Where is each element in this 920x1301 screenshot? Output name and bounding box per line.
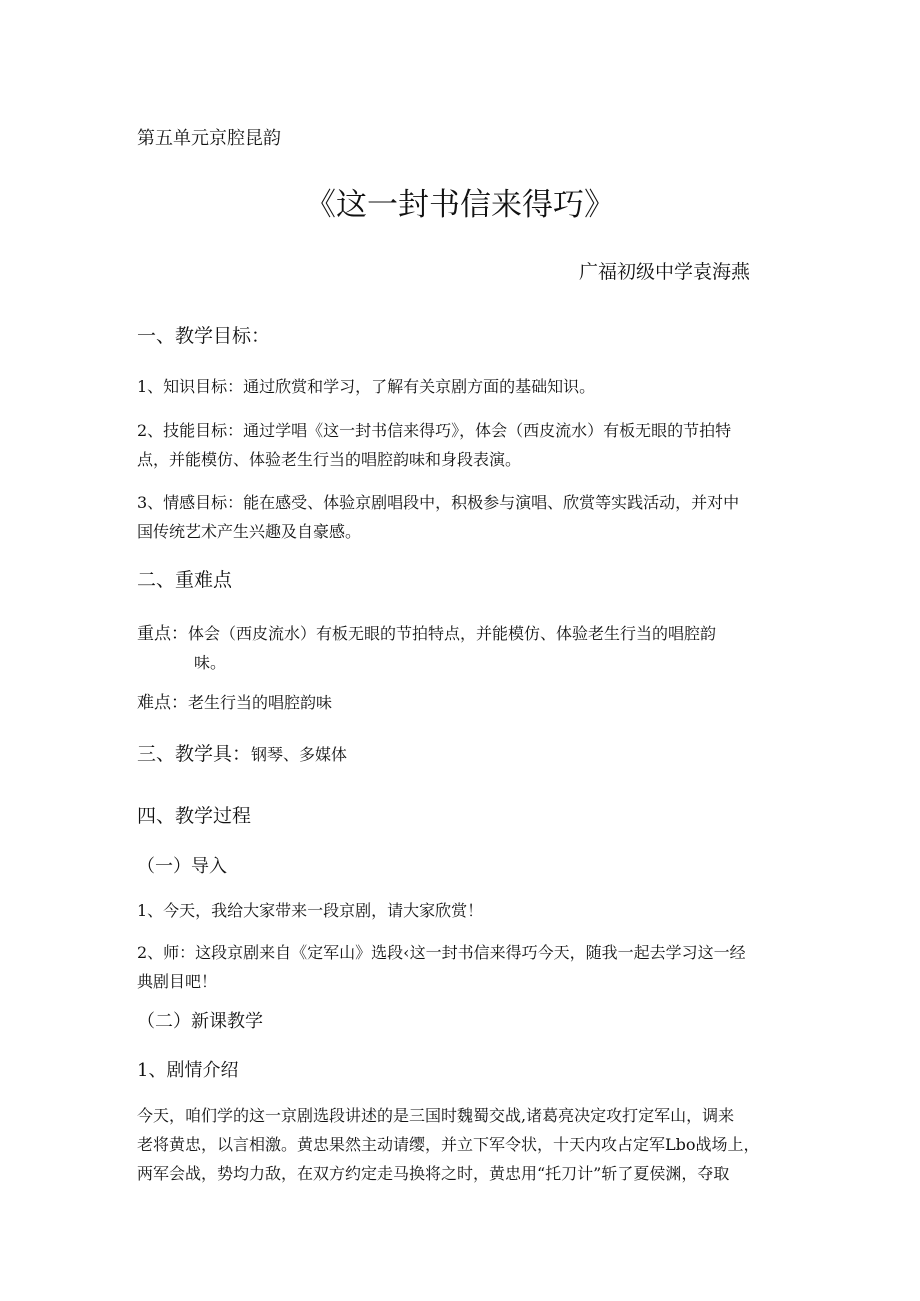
- subsection-heading-intro: （一）导入: [137, 856, 227, 877]
- key-point-text: 体会（西皮流水）有板无眼的节拍特点，并能模仿、体验老生行当的唱腔韵: [188, 624, 717, 643]
- document-title: 《这一封书信来得巧》: [305, 187, 615, 223]
- difficult-point: [137, 695, 332, 712]
- plot-intro-heading: 1、剧情介绍: [137, 1060, 239, 1081]
- objective-skill-line2: 点，并能模仿、体验老生行当的唱腔韵味和身段表演。: [137, 450, 522, 469]
- plot-para-line3: 两军会战，势均力敌，在双方约定走马换将之时，黄忠用“托刀计”斩了夏侯渊，夺取: [137, 1164, 730, 1183]
- plot-para-line1: 今天，咱们学的这一京剧选段讲述的是三国时魏蜀交战,诸葛亮决定攻打定军山，调来: [137, 1106, 735, 1125]
- difficult-point-text: 老生行当的唱腔韵味: [188, 693, 333, 712]
- intro-item2-line1: 2、师：这段京剧来自《定军山》选段‹这一封书信来得巧今天，随我一起去学习这一经: [137, 943, 746, 962]
- section-heading-tools: 三、教学具：: [137, 743, 252, 765]
- teaching-tools-text: 钢琴、多媒体: [251, 745, 348, 764]
- objective-emotion-line1: 3、情感目标：能在感受、体验京剧唱段中，积极参与演唱、欣赏等实践活动，并对中: [137, 493, 740, 512]
- unit-title: 第五单元京腔昆韵: [137, 128, 281, 149]
- section-heading-key-points: 二、重难点: [137, 569, 233, 591]
- plot-para-line2: 老将黄忠，以言相激。黄忠果然主动请缨，并立下军令状，十天内攻占定军Lbo战场上，: [137, 1135, 760, 1154]
- intro-item2-line2: 典剧目吧！: [137, 972, 218, 991]
- teaching-tools: [137, 745, 347, 764]
- subsection-heading-new-lesson: （二）新课教学: [137, 1011, 263, 1032]
- intro-item1: 1、今天，我给大家带来一段京剧，请大家欣赏！: [137, 901, 484, 920]
- objective-knowledge: 1、知识目标：通过欣赏和学习，了解有关京剧方面的基础知识。: [137, 377, 596, 396]
- section-heading-process: 四、教学过程: [137, 805, 252, 827]
- key-point-line2: 味。: [194, 653, 227, 672]
- key-point-line1: [137, 626, 716, 643]
- objective-skill-line1: 2、技能目标：通过学唱《这一封书信来得巧》，体会（西皮流水）有板无眼的节拍特: [137, 421, 732, 440]
- difficult-point-label: 难点：: [137, 693, 188, 713]
- section-heading-objectives: 一、教学目标：: [137, 325, 271, 347]
- key-point-label: 重点：: [137, 624, 188, 644]
- objective-emotion-line2: 国传统艺术产生兴趣及自豪感。: [137, 522, 362, 541]
- author-line: 广福初级中学袁海燕: [579, 261, 751, 283]
